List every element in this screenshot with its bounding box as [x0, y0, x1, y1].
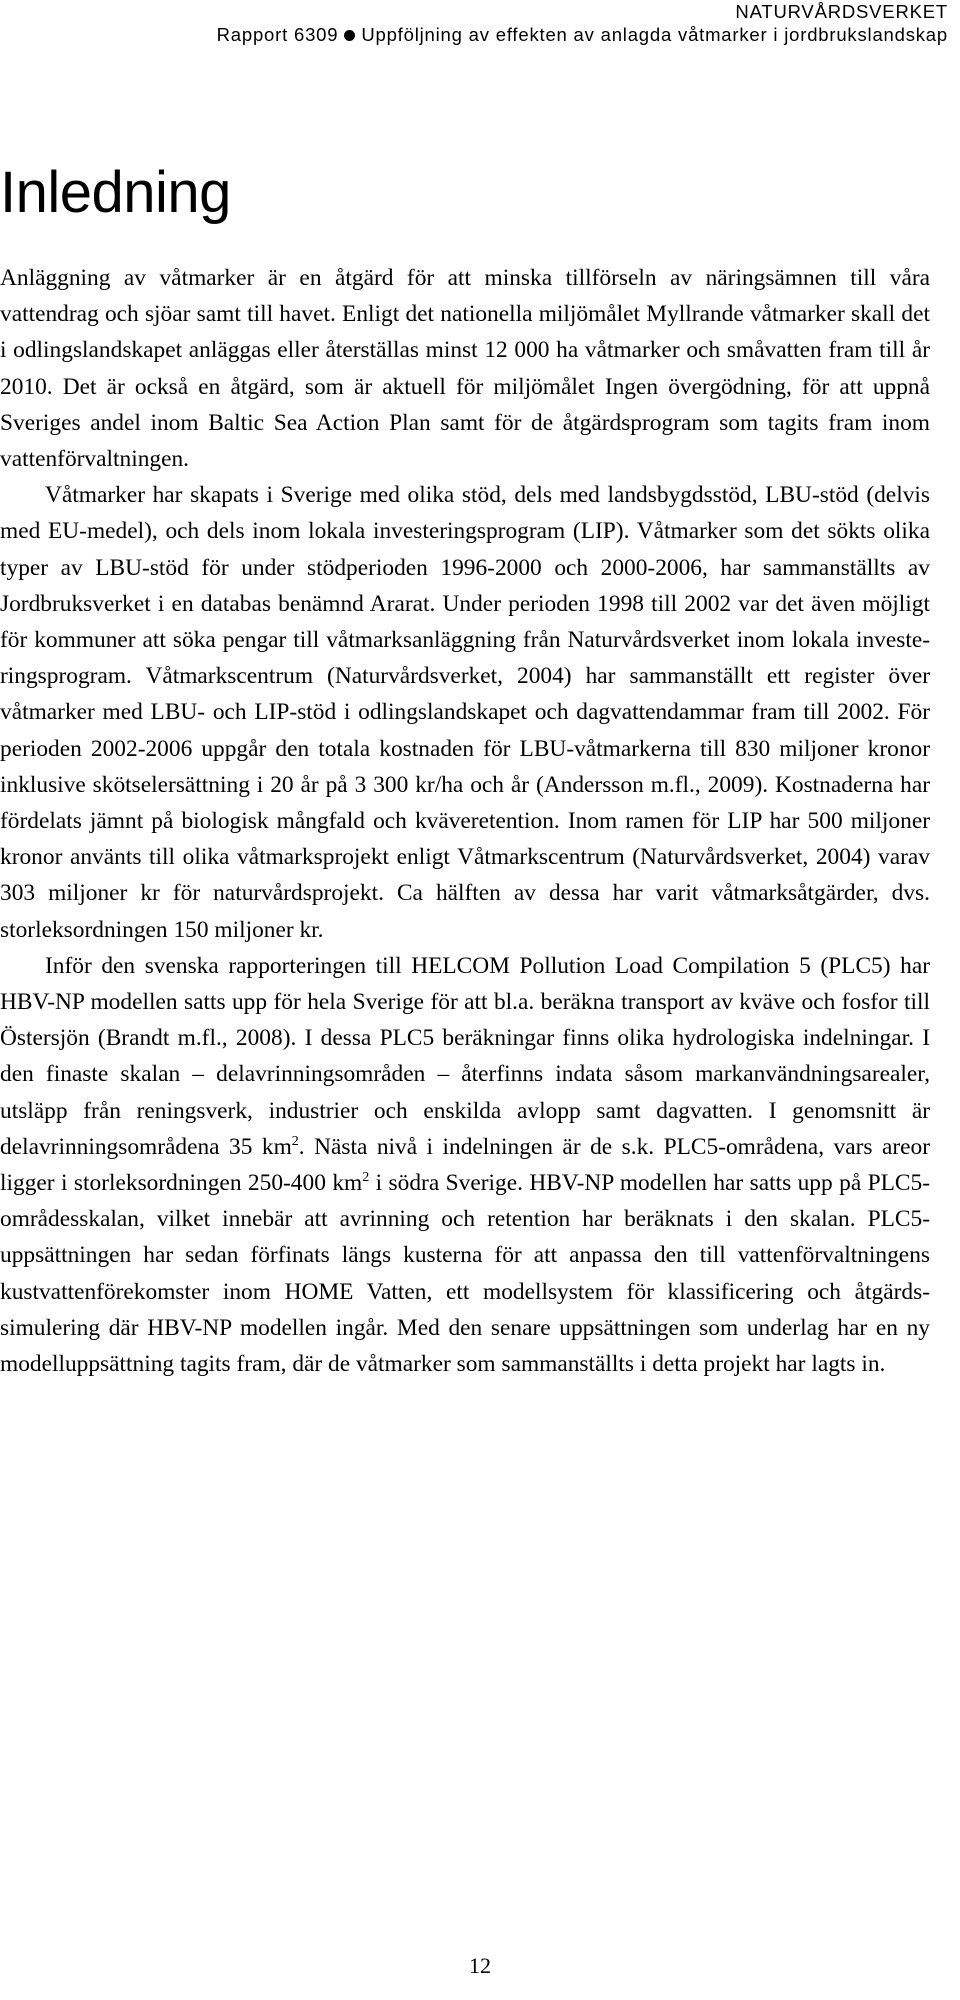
header-report-number: Rapport 6309 [216, 24, 339, 45]
page-number: 12 [469, 1953, 491, 1978]
text-run: Anläggning av våtmarker är en åtgärd för att minska tillförseln av näringsämnen till våra vattendrag och sjöar samt till havet. Enligt det nationella miljömålet Myllrande våtmarker skall det i odlingslandskapet anläggas eller återställas minst 12 000 ha våtmarker och småvatten fram till år 2010. Det är också en åtgärd, som är aktuell för miljömålet Ingen övergödning, för att uppnå Sveriges andel inom Baltic Sea Action Plan samt för de åtgärdsprogram som tagits fram inom vattenförvaltningen. [0, 265, 930, 473]
text-run: . Nästa nivå i indelningen är de s.k. PLC5-områdena, vars areor ligger i storleksordningen 250-400 km [0, 1133, 930, 1197]
paragraph-2 [0, 477, 930, 948]
paragraph-3 [0, 948, 930, 1382]
bullet-icon [344, 30, 355, 41]
body-text [0, 260, 930, 1382]
section-heading: Inledning [0, 160, 231, 225]
header-report-title: Uppföljning av effekten av anlagda våtmarker i jordbrukslandskap [361, 24, 948, 45]
text-run: i södra Sverige. HBV-NP modellen har satts upp på PLC5-områdesskalan, vilket innebär att avrinning och retention har beräknats i den skalan. PLC5-uppsättningen har sedan förfinats längs kusterna för att anpassa den till vattenförvaltningens kustvattenförekomster inom HOME Vatten, ett modellsystem för klassificering och åtgärdssimulering där HBV-NP modellen ingår. Med den senare uppsättningen som underlag har en ny modelluppsättning tagits fram, där de våtmarker som sammanställts i detta projekt har lagts in. [0, 1170, 931, 1378]
superscript: 2 [362, 1170, 370, 1186]
superscript: 2 [291, 1134, 299, 1150]
header-report-line [217, 23, 948, 46]
running-header [217, 0, 948, 46]
header-organization: NATURVÅRDSVERKET [735, 1, 948, 22]
text-run: Våtmarker har skapats i Sverige med olika stöd, dels med landsbygdsstöd, LBU-stöd (delvis med EU-medel), och dels inom lokala investeringsprogram (LIP). Våtmarker som det sökts olika typer av LBU-stöd för under stödperioden 1996-2000 och 2000-2006, har sammanställts av Jordbruksverket i en databas benämnd Ararat. Under perioden 1998 till 2002 var det även möjligt för kommuner att söka pengar till våtmarksanläggning från Naturvårdsverket inom lokala investeringsprogram. Våtmarkscentrum (Naturvårdsverket, 2004) har sammanställt ett register över våtmarker med LBU- och LIP-stöd i odlingslandskapet och dagvattendammar fram till 2002. För perioden 2002-2006 uppgår den totala kostnaden för LBU-våtmarkerna till 830 miljoner kronor inklusive skötselersättning i 20 år på 3 300 kr/ha och år (Andersson m.fl., 2009). Kostnaderna har fördelats jämnt på biologisk mångfald och kväveretention. Inom ramen för LIP har 500 miljoner kronor använts till olika våtmarksprojekt enligt Våtmarkscentrum (Naturvårdsverket, 2004) varav 303 miljoner kr för naturvårdsprojekt. Ca hälften av dessa har varit våtmarksåtgärder, dvs. storleksordningen 150 miljoner kr. [0, 482, 930, 943]
paragraph-1 [0, 260, 930, 477]
text-run: Inför den svenska rapporteringen till HELCOM Pollution Load Compilation 5 (PLC5) har HBV-NP modellen satts upp för hela Sverige för att bl.a. beräkna transport av kväve och fosfor till Östersjön (Brandt m.fl., 2008). I dessa PLC5 beräkningar finns olika hydrologiska indelningar. I den finaste skalan – delavrinningsområden – återfinns indata såsom markanvändningsarealer, utsläpp från reningsverk, industrier och enskilda avlopp samt dagvatten. I genomsnitt är delavrinningsområdena 35 km [0, 952, 930, 1160]
